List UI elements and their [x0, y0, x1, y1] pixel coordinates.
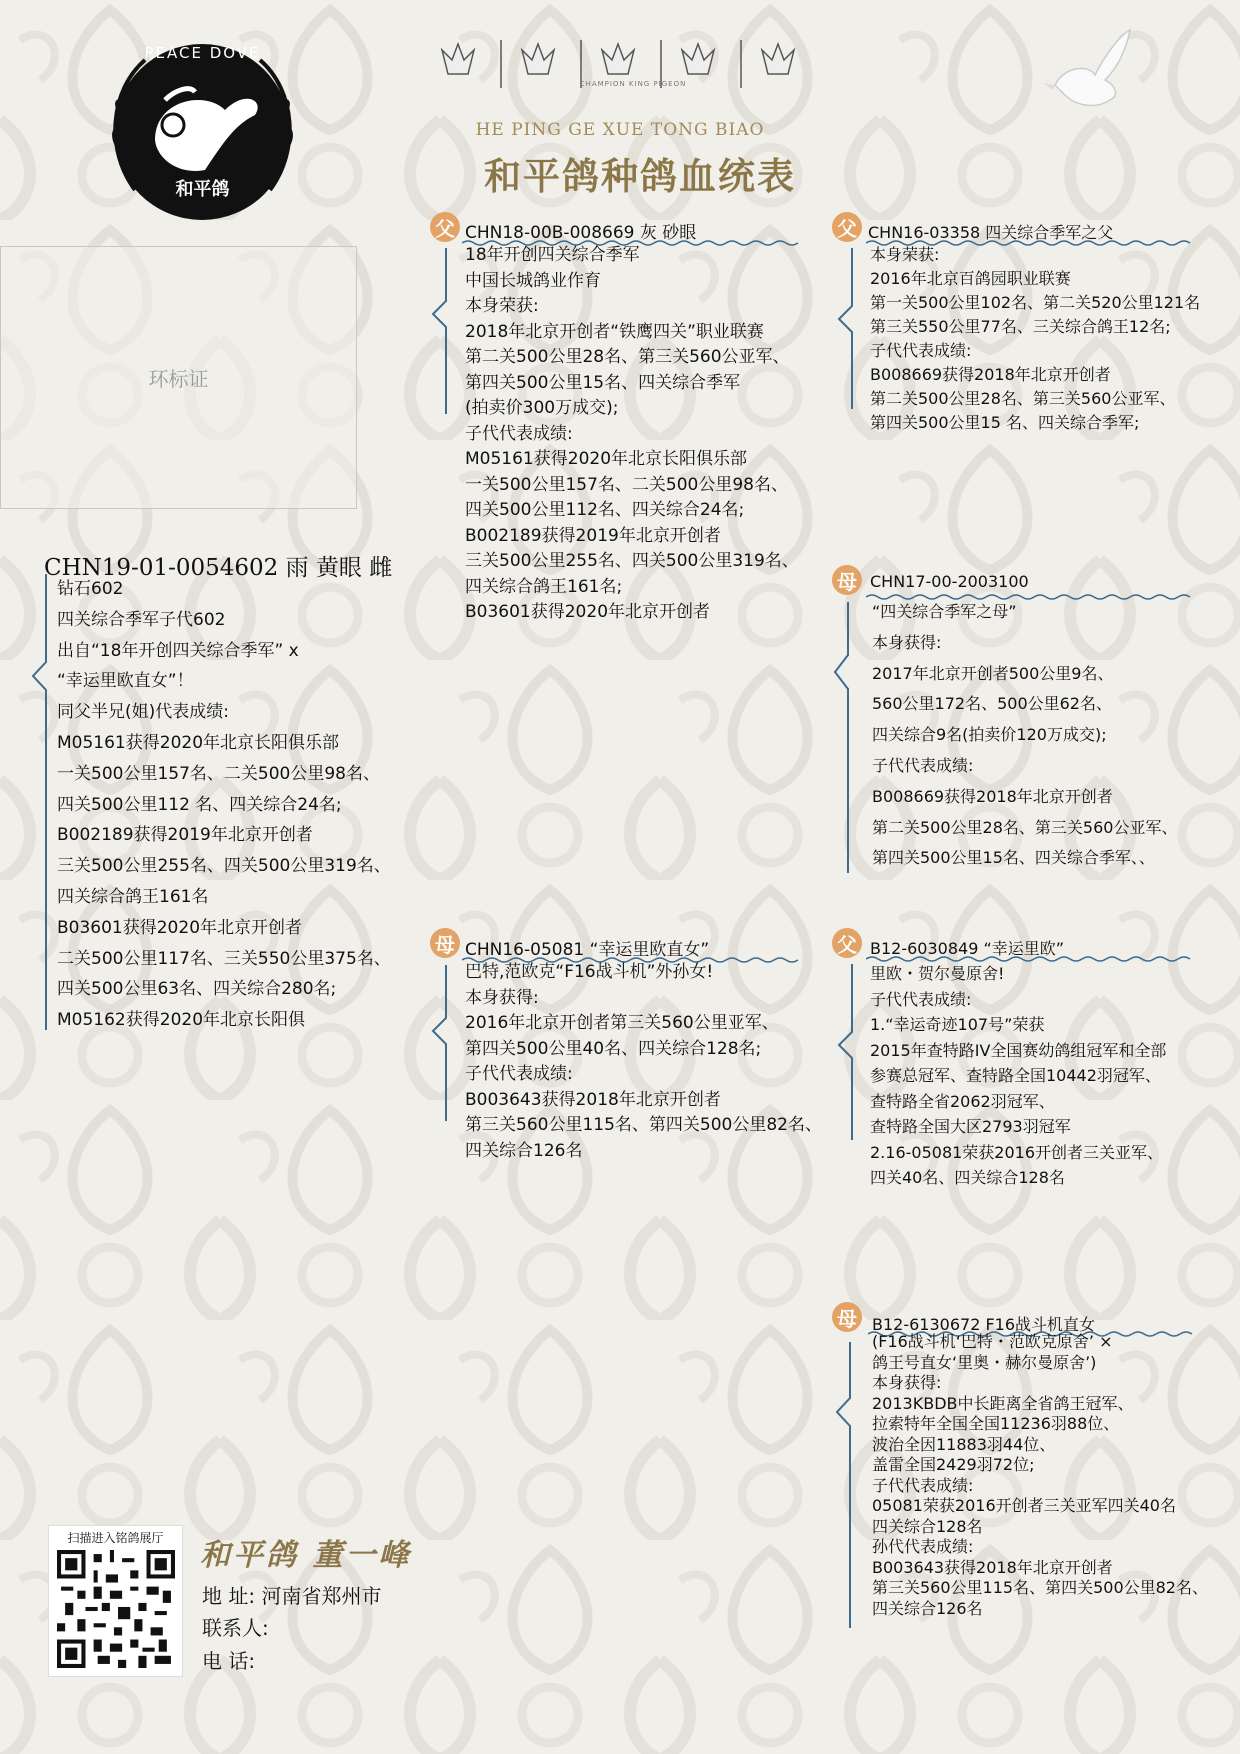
dam-line: 第三关560公里115名、第四关500公里82名、	[465, 1115, 822, 1135]
sire-dam-line: 2017年北京开创者500公里9名、	[872, 663, 1114, 683]
sire-sire-line: 第一关500公里102名、第二关520公里121名	[870, 293, 1201, 312]
sire-line: 三关500公里255名、四关500公里319名、	[465, 551, 799, 571]
logo-center-text: 和平鸽	[175, 179, 230, 200]
dam-line: B003643获得2018年北京开创者	[465, 1089, 721, 1110]
contact-label: 联系人:	[202, 1616, 269, 1640]
dam-sire-line: 查特路全国大区2793羽冠军	[870, 1117, 1071, 1136]
peace-dove-logo	[95, 30, 310, 235]
sire-sire-badge: 父	[832, 212, 862, 242]
sire-dam-line: 本身获得:	[872, 632, 942, 652]
dam-sire-line: 里欧・贺尔曼原舍!	[870, 964, 1005, 983]
qr-card	[48, 1525, 183, 1677]
subject-line: “幸运里欧直女”！	[57, 671, 194, 692]
sire-line: B03601获得2020年北京开创者	[465, 602, 711, 622]
owner-signature: 和平鸽 董一峰	[200, 1538, 412, 1573]
dam-dam-line: B003643获得2018年北京开创者	[872, 1557, 1113, 1577]
qr-caption: 扫描进入铭鸽展厅	[67, 1531, 164, 1545]
sire-sire-line: 第三关550公里77名、三关综合鸽王12名;	[870, 317, 1171, 336]
address-label: 地 址:	[202, 1584, 256, 1608]
sire-details	[465, 243, 799, 626]
dam-sire-bracket	[834, 962, 858, 1142]
dam-sire-line: 参赛总冠军、查特路全国10442羽冠军、	[870, 1066, 1161, 1085]
subject-line: 四关500公里112 名、四关综合24名;	[57, 794, 342, 815]
sire-dam-line: 子代代表成绩:	[872, 755, 974, 775]
dam-sire-badge: 父	[832, 928, 862, 958]
sire-sire-bracket	[834, 246, 858, 411]
sire-dam-details	[872, 597, 1177, 874]
dam-dam-line: 第三关560公里115名、第四关500公里82名、	[872, 1578, 1208, 1597]
subject-line: M05162获得2020年北京长阳俱	[57, 1010, 306, 1031]
dam-badge: 母	[430, 928, 460, 958]
dam-dam-line: 05081荣获2016开创者三关亚军四关40名	[872, 1496, 1176, 1515]
dam-dam-line: 孙代代表成绩:	[872, 1537, 974, 1556]
dam-dam-line: 盖雷全国2429羽72位;	[872, 1455, 1035, 1474]
subject-line: 三关500公里255名、四关500公里319名、	[57, 856, 391, 877]
dove-image	[1035, 25, 1135, 125]
dam-line: 四关综合126名	[465, 1140, 583, 1161]
sire-dam-line: “四关综合季军之母”	[872, 602, 1017, 621]
sire-line: 子代代表成绩:	[465, 423, 573, 444]
sire-sire-details	[870, 243, 1200, 435]
dam-line: 本身获得:	[465, 987, 539, 1008]
dam-dam-line: 波治全因11883羽44位、	[872, 1434, 1056, 1454]
dam-dam-badge: 母	[832, 1302, 862, 1332]
dam-dam-line: 鸽王号直女‘里奥・赫尔曼原舍’)	[872, 1352, 1097, 1372]
dam-heading: CHN16-05081 “幸运里欧直女”	[465, 940, 710, 960]
subject-line: 四关500公里63名、四关综合280名;	[57, 979, 337, 1000]
sire-line: 本身荣获:	[465, 296, 539, 316]
subject-line: 二关500公里117名、三关550公里375名、	[57, 948, 391, 969]
dam-dam-line: 子代代表成绩:	[872, 1475, 974, 1495]
dam-dam-bracket	[832, 1340, 856, 1630]
subject-line: B03601获得2020年北京开创者	[57, 917, 303, 938]
dam-sire-details	[870, 961, 1166, 1191]
sire-line: 四关综合鸽王161名;	[465, 576, 623, 597]
qr-code[interactable]	[57, 1550, 175, 1668]
sire-sire-line: 本身荣获:	[870, 245, 940, 264]
logo-arc-text: PEACE DOVE	[144, 44, 261, 62]
dam-line: 子代代表成绩:	[465, 1064, 573, 1084]
subject-heading: CHN19-01-0054602 雨 黄眼 雌	[44, 555, 393, 581]
contact-row	[202, 1612, 269, 1641]
crown-row	[428, 30, 838, 100]
dam-sire-line: 四关40名、四关综合128名	[870, 1168, 1065, 1187]
subject-line: 钻石602	[57, 579, 124, 599]
crown-caption: CHAMPION KING PIGEON	[579, 80, 687, 88]
dam-sire-heading: B12-6030849 “幸运里欧”	[870, 939, 1065, 958]
sire-sire-line: 2016年北京百鸽园职业联赛	[870, 269, 1071, 288]
dam-dam-line: 四关综合128名	[872, 1516, 983, 1536]
page-title: 和平鸽种鸽血统表	[484, 154, 796, 198]
sire-sire-line: B008669获得2018年北京开创者	[870, 365, 1111, 384]
phone-label: 电 话:	[202, 1649, 256, 1673]
dam-sire-line: 查特路全省2062羽冠军、	[870, 1091, 1055, 1111]
phone-row	[202, 1645, 255, 1674]
sire-dam-bracket	[830, 600, 854, 875]
subject-line: 同父半兄(姐)代表成绩:	[57, 702, 229, 723]
dam-details	[465, 960, 822, 1164]
subject-line: 一关500公里157名、二关500公里98名、	[57, 763, 380, 784]
dam-dam-heading: B12-6130672 F16战斗机直女	[872, 1315, 1096, 1334]
subject-line: 出自“18年开创四关综合季军” x	[57, 640, 299, 661]
subject-line: B002189获得2019年北京开创者	[57, 825, 313, 846]
dam-sire-line: 2015年查特路IV全国赛幼鸽组冠军和全部	[870, 1040, 1167, 1060]
sire-line: 第二关500公里28名、第三关560公亚军、	[465, 347, 790, 367]
dam-dam-line: 拉索特年全国全国11236羽88位、	[872, 1414, 1120, 1433]
sire-bracket	[428, 246, 452, 416]
sire-dam-badge: 母	[832, 565, 862, 595]
pinyin-title: HE PING GE XUE TONG BIAO	[475, 120, 765, 140]
dam-line: 巴特,范欧克“F16战斗机”外孙女!	[465, 962, 714, 982]
dam-line: 2016年北京开创者第三关560公里亚军、	[465, 1013, 779, 1033]
dam-dam-details	[872, 1332, 1208, 1619]
subject-line: M05161获得2020年北京长阳俱乐部	[57, 732, 340, 753]
sire-heading: CHN18-00B-008669 灰 砂眼	[465, 223, 697, 243]
sire-line: B002189获得2019年北京开创者	[465, 525, 721, 546]
sire-line: (拍卖价300万成交);	[465, 398, 619, 418]
sire-line: 18年开创四关综合季军	[465, 245, 640, 265]
sire-line: M05161获得2020年北京长阳俱乐部	[465, 449, 748, 469]
dam-sire-line: 2.16-05081荣获2016开创者三关亚军、	[870, 1142, 1164, 1162]
sire-sire-heading: CHN16-03358 四关综合季军之父	[868, 223, 1114, 242]
sire-sire-line: 第二关500公里28名、第三关560公亚军、	[870, 389, 1176, 408]
ring-card-label: 环标证	[148, 367, 209, 391]
sire-dam-line: B008669获得2018年北京开创者	[872, 786, 1113, 806]
dam-dam-line: 本身获得:	[872, 1373, 942, 1392]
dam-dam-line: 四关综合126名	[872, 1598, 983, 1618]
dam-dam-line: (F16战斗机‘巴特・范欧克原舍’ ×	[872, 1332, 1113, 1351]
subject-details	[57, 574, 391, 1036]
ring-card	[0, 246, 357, 509]
sire-line: 2018年北京开创者“铁鹰四关”职业联赛	[465, 321, 764, 342]
sire-line: 四关500公里112名、四关综合24名;	[465, 500, 745, 520]
sire-line: 中国长城鸽业作育	[465, 270, 601, 291]
sire-sire-line: 第四关500公里15 名、四关综合季军;	[870, 413, 1140, 432]
dam-line: 第四关500公里40名、四关综合128名;	[465, 1038, 762, 1059]
dam-dam-line: 2013KBDB中长距离全省鸽王冠军、	[872, 1393, 1134, 1413]
sire-dam-heading: CHN17-00-2003100	[870, 572, 1029, 591]
sire-dam-line: 第四关500公里15名、四关综合季军、、	[872, 848, 1155, 868]
address-value: 河南省郑州市	[261, 1584, 382, 1608]
sire-sire-line: 子代代表成绩:	[870, 341, 972, 360]
address-row	[202, 1580, 381, 1609]
dam-bracket	[428, 963, 452, 1123]
subject-line: 四关综合鸽王161名	[57, 886, 209, 907]
sire-line: 第四关500公里15名、四关综合季军	[465, 372, 741, 393]
sire-badge: 父	[430, 212, 460, 242]
sire-dam-line: 第二关500公里28名、第三关560公亚军、	[872, 817, 1178, 837]
subject-line: 四关综合季军子代602	[57, 609, 226, 630]
sire-dam-line: 560公里172名、500公里62名、	[872, 694, 1112, 714]
sire-dam-line: 四关综合9名(拍卖价120万成交);	[872, 725, 1107, 745]
subject-bracket	[28, 572, 52, 1032]
dam-sire-line: 子代代表成绩:	[870, 989, 972, 1009]
sire-line: 一关500公里157名、二关500公里98名、	[465, 474, 788, 495]
dam-sire-line: 1.“幸运奇迹107号”荣获	[870, 1015, 1045, 1034]
